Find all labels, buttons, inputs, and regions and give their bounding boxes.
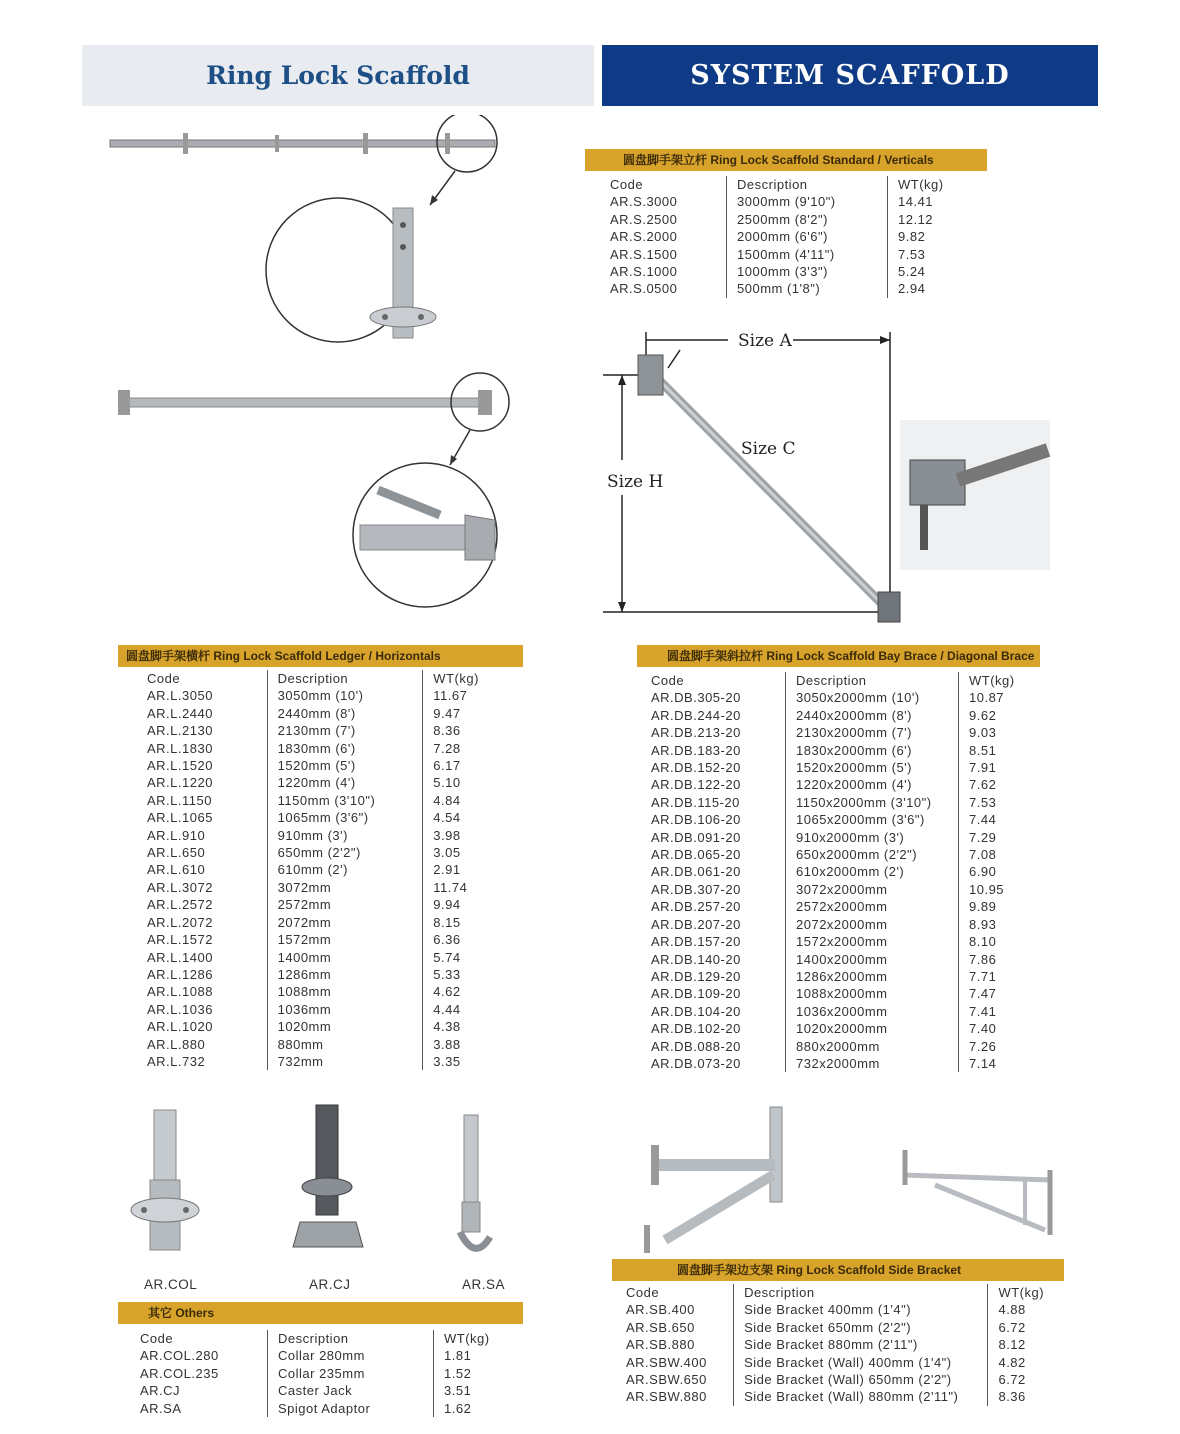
table-row (147, 983, 523, 1000)
weight-cell: 10.95 (959, 881, 1040, 898)
table-row (651, 863, 1039, 880)
weight-cell: 8.51 (959, 742, 1040, 759)
table-row (651, 916, 1039, 933)
table-row (140, 1382, 519, 1399)
code-cell: AR.L.1572 (147, 932, 213, 948)
brackets-table (612, 1259, 1064, 1406)
weight-cell: 7.14 (959, 1055, 1040, 1072)
code-cell: AR.SA (140, 1400, 182, 1416)
table-row (147, 931, 523, 948)
code-cell: AR.DB.088-20 (651, 1038, 741, 1054)
description-cell: 880x2000mm (786, 1038, 959, 1055)
table-row (651, 1055, 1039, 1072)
table-row (651, 985, 1039, 1002)
code-cell: AR.DB.129-20 (651, 968, 741, 984)
table-row (651, 811, 1039, 828)
weight-cell: 6.72 (988, 1371, 1064, 1388)
description-cell: 732x2000mm (786, 1055, 959, 1072)
table-row (147, 809, 523, 826)
table-row (651, 951, 1039, 968)
weight-cell: 7.62 (959, 776, 1040, 793)
code-cell: AR.L.732 (147, 1053, 206, 1069)
description-header: Description (734, 1284, 988, 1301)
code-cell: AR.DB.065-20 (651, 847, 741, 863)
description-cell: 610mm (2') (267, 861, 423, 878)
table-row (147, 966, 523, 983)
table-row (626, 1301, 1064, 1318)
code-header: Code (651, 673, 685, 688)
description-cell: 2440mm (8') (267, 705, 423, 722)
weight-cell: 8.10 (959, 933, 1040, 950)
table-row (147, 1018, 523, 1035)
description-cell: 2130mm (7') (267, 722, 423, 739)
code-cell: AR.SBW.880 (626, 1389, 707, 1405)
code-cell: AR.L.2072 (147, 914, 213, 930)
description-cell: 3072mm (267, 879, 423, 896)
description-cell: 1830x2000mm (6') (786, 742, 959, 759)
weight-cell: 6.17 (423, 757, 523, 774)
code-cell: AR.L.650 (147, 845, 206, 861)
description-cell: 1036x2000mm (786, 1003, 959, 1020)
spigot-adaptor-label: AR.SA (462, 1277, 506, 1292)
code-cell: AR.L.2440 (147, 705, 213, 721)
weight-cell: 7.91 (959, 759, 1040, 776)
table-row (651, 933, 1039, 950)
table-row (610, 228, 978, 245)
description-cell: 1088mm (267, 983, 423, 1000)
code-cell: AR.L.1400 (147, 949, 213, 965)
weight-cell: 9.82 (888, 228, 979, 245)
weight-header: WT(kg) (434, 1330, 520, 1347)
code-cell: AR.L.910 (147, 827, 206, 843)
table-row (140, 1365, 519, 1382)
table-row (147, 949, 523, 966)
weight-cell: 2.91 (423, 861, 523, 878)
weight-cell: 3.35 (423, 1053, 523, 1070)
description-cell: 1150x2000mm (3'10") (786, 794, 959, 811)
description-cell: 910mm (3') (267, 827, 423, 844)
description-cell: 1065x2000mm (3'6") (786, 811, 959, 828)
spigot-adaptor-illustration (450, 1112, 500, 1262)
table-header-row (610, 176, 978, 193)
table-row (651, 759, 1039, 776)
description-cell: 1572x2000mm (786, 933, 959, 950)
weight-cell: 5.10 (423, 774, 523, 791)
table-row (147, 687, 523, 704)
code-cell: AR.DB.115-20 (651, 794, 740, 810)
weight-cell: 1.81 (434, 1347, 520, 1364)
table-header-row (651, 672, 1039, 689)
code-cell: AR.DB.152-20 (651, 760, 741, 776)
description-cell: 1400mm (267, 949, 423, 966)
description-cell: 2572x2000mm (786, 898, 959, 915)
code-cell: AR.DB.183-20 (651, 742, 741, 758)
code-cell: AR.SB.650 (626, 1319, 695, 1335)
code-cell: AR.DB.140-20 (651, 951, 741, 967)
table-row (651, 968, 1039, 985)
description-cell: 1520x2000mm (5') (786, 759, 959, 776)
description-cell: 1088x2000mm (786, 985, 959, 1002)
weight-cell: 9.47 (423, 705, 523, 722)
weight-cell: 6.36 (423, 931, 523, 948)
table-row (610, 246, 978, 263)
weight-cell: 9.94 (423, 896, 523, 913)
description-cell: 650mm (2'2") (267, 844, 423, 861)
table-row (651, 1003, 1039, 1020)
code-header: Code (147, 671, 181, 686)
table-row (147, 1001, 523, 1018)
weight-header: WT(kg) (888, 176, 979, 193)
size-c-label: Size C (741, 439, 796, 459)
code-cell: AR.DB.102-20 (651, 1021, 741, 1037)
code-cell: AR.DB.073-20 (651, 1055, 741, 1071)
weight-cell: 7.47 (959, 985, 1040, 1002)
collar-label: AR.COL (144, 1277, 198, 1292)
others-table (118, 1302, 523, 1417)
table-row (147, 1053, 523, 1070)
weight-cell: 7.53 (959, 794, 1040, 811)
code-cell: AR.DB.307-20 (651, 881, 741, 897)
caster-jack-illustration (288, 1102, 368, 1252)
description-cell: 2072mm (267, 914, 423, 931)
weight-cell: 8.15 (423, 914, 523, 931)
system-scaffold-header (602, 45, 1098, 106)
table-row (147, 879, 523, 896)
description-cell: 1500mm (4'11") (727, 246, 888, 263)
code-cell: AR.S.3000 (610, 194, 678, 210)
weight-cell: 2.94 (888, 280, 979, 297)
side-bracket-wall-illustration (895, 1145, 1060, 1240)
table-row (626, 1354, 1064, 1371)
code-cell: AR.SBW.650 (626, 1372, 707, 1388)
table-row (147, 722, 523, 739)
weight-cell: 7.44 (959, 811, 1040, 828)
description-cell: 2500mm (8'2") (727, 211, 888, 228)
code-cell: AR.L.2572 (147, 897, 213, 913)
description-header: Description (267, 670, 423, 687)
code-cell: AR.DB.257-20 (651, 899, 741, 915)
description-cell: 1286mm (267, 966, 423, 983)
ledger-horizontal-illustration (110, 365, 515, 615)
description-cell: 2000mm (6'6") (727, 228, 888, 245)
code-header: Code (610, 177, 644, 192)
code-cell: AR.DB.157-20 (651, 934, 741, 950)
code-cell: AR.S.0500 (610, 281, 678, 297)
table-row (147, 705, 523, 722)
weight-cell: 12.12 (888, 211, 979, 228)
brackets-title: 圆盘脚手架边支架 Ring Lock Scaffold Side Bracket (612, 1259, 1064, 1281)
description-cell: 1036mm (267, 1001, 423, 1018)
table-row (147, 1036, 523, 1053)
weight-cell: 3.51 (434, 1382, 520, 1399)
braces-table (637, 645, 1040, 1072)
weight-cell: 11.74 (423, 879, 523, 896)
code-cell: AR.DB.091-20 (651, 829, 741, 845)
weight-cell: 7.28 (423, 740, 523, 757)
size-h-label: Size H (607, 472, 664, 492)
description-cell: 1830mm (6') (267, 740, 423, 757)
description-cell: Side Bracket 400mm (1'4") (734, 1301, 988, 1318)
code-cell: AR.L.1036 (147, 1001, 213, 1017)
weight-cell: 1.62 (434, 1400, 520, 1417)
code-cell: AR.L.1065 (147, 810, 213, 826)
weight-cell: 4.62 (423, 983, 523, 1000)
standard-vertical-illustration (105, 115, 505, 350)
weight-cell: 4.84 (423, 792, 523, 809)
description-cell: 1286x2000mm (786, 968, 959, 985)
code-cell: AR.DB.061-20 (651, 864, 741, 880)
code-cell: AR.DB.109-20 (651, 986, 741, 1002)
table-row (651, 776, 1039, 793)
table-row (610, 211, 978, 228)
weight-cell: 8.93 (959, 916, 1040, 933)
code-cell: AR.L.880 (147, 1036, 206, 1052)
weight-cell: 5.33 (423, 966, 523, 983)
weight-cell: 5.74 (423, 949, 523, 966)
ring-lock-title: Ring Lock Scaffold (206, 61, 470, 90)
weight-cell: 6.90 (959, 863, 1040, 880)
weight-cell: 8.12 (988, 1336, 1064, 1353)
table-row (651, 829, 1039, 846)
system-scaffold-title: SYSTEM SCAFFOLD (690, 60, 1010, 91)
table-row (626, 1336, 1064, 1353)
diagonal-brace-diagram (598, 320, 1060, 630)
description-header: Description (727, 176, 888, 193)
size-a-label: Size A (738, 331, 792, 351)
code-cell: AR.S.2500 (610, 211, 678, 227)
table-row (147, 844, 523, 861)
description-cell: 3050x2000mm (10') (786, 689, 959, 706)
description-header: Description (786, 672, 959, 689)
table-row (147, 914, 523, 931)
code-cell: AR.S.1000 (610, 264, 678, 280)
code-cell: AR.SBW.400 (626, 1354, 707, 1370)
description-cell: 1220mm (4') (267, 774, 423, 791)
code-cell: AR.COL.280 (140, 1348, 219, 1364)
table-row (147, 827, 523, 844)
table-row (147, 792, 523, 809)
table-row (626, 1388, 1064, 1405)
weight-cell: 4.54 (423, 809, 523, 826)
weight-cell: 7.53 (888, 246, 979, 263)
side-bracket-illustration (635, 1105, 795, 1255)
weight-cell: 3.88 (423, 1036, 523, 1053)
weight-cell: 7.08 (959, 846, 1040, 863)
table-row (651, 742, 1039, 759)
code-cell: AR.S.1500 (610, 246, 678, 262)
description-cell: 1520mm (5') (267, 757, 423, 774)
code-cell: AR.L.2130 (147, 723, 213, 739)
description-cell: 2440x2000mm (8') (786, 707, 959, 724)
code-cell: AR.L.1088 (147, 984, 213, 1000)
code-cell: AR.L.1020 (147, 1019, 213, 1035)
code-cell: AR.L.3050 (147, 688, 213, 704)
table-row (651, 707, 1039, 724)
description-cell: Side Bracket (Wall) 880mm (2'11") (734, 1388, 988, 1405)
weight-cell: 6.72 (988, 1319, 1064, 1336)
table-row (651, 881, 1039, 898)
code-cell: AR.S.2000 (610, 229, 678, 245)
table-row (610, 280, 978, 297)
code-cell: AR.DB.104-20 (651, 1003, 741, 1019)
weight-cell: 9.62 (959, 707, 1040, 724)
description-cell: 2572mm (267, 896, 423, 913)
weight-cell: 7.29 (959, 829, 1040, 846)
code-cell: AR.DB.244-20 (651, 707, 741, 723)
weight-cell: 8.36 (988, 1388, 1064, 1405)
table-row (147, 861, 523, 878)
code-cell: AR.DB.213-20 (651, 725, 741, 741)
table-row (147, 896, 523, 913)
table-row (651, 1038, 1039, 1055)
weight-cell: 11.67 (423, 687, 523, 704)
table-header-row (147, 670, 523, 687)
description-cell: 3050mm (10') (267, 687, 423, 704)
description-cell: 2072x2000mm (786, 916, 959, 933)
weight-cell: 3.05 (423, 844, 523, 861)
description-cell: 1400x2000mm (786, 951, 959, 968)
code-cell: AR.L.1830 (147, 740, 213, 756)
table-row (651, 1020, 1039, 1037)
description-cell: Side Bracket (Wall) 650mm (2'2") (734, 1371, 988, 1388)
standards-table (585, 149, 987, 298)
description-cell: Caster Jack (268, 1382, 434, 1399)
code-cell: AR.L.610 (147, 862, 206, 878)
description-cell: 732mm (267, 1053, 423, 1070)
weight-cell: 7.26 (959, 1038, 1040, 1055)
weight-cell: 4.88 (988, 1301, 1064, 1318)
weight-header: WT(kg) (959, 672, 1040, 689)
table-row (651, 846, 1039, 863)
description-cell: 1572mm (267, 931, 423, 948)
table-row (147, 740, 523, 757)
table-row (626, 1371, 1064, 1388)
code-header: Code (626, 1285, 660, 1300)
braces-title: 圆盘脚手架斜拉杆 Ring Lock Scaffold Bay Brace / Diagonal Brace (637, 645, 1040, 667)
weight-cell: 7.40 (959, 1020, 1040, 1037)
table-row (651, 689, 1039, 706)
description-cell: 880mm (267, 1036, 423, 1053)
others-title: 其它 Others (118, 1302, 523, 1324)
weight-cell: 7.86 (959, 951, 1040, 968)
weight-cell: 4.38 (423, 1018, 523, 1035)
description-cell: 2130x2000mm (7') (786, 724, 959, 741)
code-header: Code (140, 1331, 174, 1346)
description-cell: 1150mm (3'10") (267, 792, 423, 809)
ring-lock-header (82, 45, 594, 106)
code-cell: AR.L.1286 (147, 966, 213, 982)
weight-cell: 10.87 (959, 689, 1040, 706)
standards-title: 圆盘脚手架立杆 Ring Lock Scaffold Standard / Verticals (585, 149, 987, 171)
description-cell: 3072x2000mm (786, 881, 959, 898)
table-row (626, 1319, 1064, 1336)
weight-cell: 14.41 (888, 193, 979, 210)
code-cell: AR.L.3072 (147, 879, 213, 895)
table-row (651, 794, 1039, 811)
table-row (140, 1400, 519, 1417)
code-cell: AR.COL.235 (140, 1365, 219, 1381)
table-row (610, 263, 978, 280)
table-row (651, 724, 1039, 741)
description-cell: 910x2000mm (3') (786, 829, 959, 846)
code-cell: AR.DB.122-20 (651, 777, 741, 793)
ledgers-table (118, 645, 523, 1070)
weight-cell: 1.52 (434, 1365, 520, 1382)
ledgers-title: 圆盘脚手架横杆 Ring Lock Scaffold Ledger / Horizontals (118, 645, 523, 667)
code-cell: AR.DB.106-20 (651, 812, 741, 828)
description-cell: Collar 235mm (268, 1365, 434, 1382)
description-cell: 1000mm (3'3") (727, 263, 888, 280)
code-cell: AR.SB.880 (626, 1337, 695, 1353)
code-cell: AR.L.1220 (147, 775, 213, 791)
description-cell: Collar 280mm (268, 1347, 434, 1364)
description-cell: 610x2000mm (2') (786, 863, 959, 880)
description-cell: Spigot Adaptor (268, 1400, 434, 1417)
description-cell: 650x2000mm (2'2") (786, 846, 959, 863)
collar-illustration (130, 1105, 200, 1255)
description-cell: Side Bracket 880mm (2'11") (734, 1336, 988, 1353)
description-header: Description (268, 1330, 434, 1347)
code-cell: AR.DB.305-20 (651, 690, 741, 706)
code-cell: AR.L.1520 (147, 758, 213, 774)
description-cell: 1020x2000mm (786, 1020, 959, 1037)
description-cell: 500mm (1'8") (727, 280, 888, 297)
code-cell: AR.SB.400 (626, 1302, 695, 1318)
description-cell: 1020mm (267, 1018, 423, 1035)
code-cell: AR.DB.207-20 (651, 916, 741, 932)
weight-cell: 4.82 (988, 1354, 1064, 1371)
weight-cell: 7.41 (959, 1003, 1040, 1020)
table-row (140, 1347, 519, 1364)
weight-header: WT(kg) (988, 1284, 1064, 1301)
weight-header: WT(kg) (423, 670, 523, 687)
weight-cell: 7.71 (959, 968, 1040, 985)
table-row (147, 774, 523, 791)
weight-cell: 9.03 (959, 724, 1040, 741)
description-cell: Side Bracket (Wall) 400mm (1'4") (734, 1354, 988, 1371)
code-cell: AR.L.1150 (147, 792, 212, 808)
table-row (610, 193, 978, 210)
description-cell: 1065mm (3'6") (267, 809, 423, 826)
code-cell: AR.CJ (140, 1383, 181, 1399)
weight-cell: 9.89 (959, 898, 1040, 915)
weight-cell: 5.24 (888, 263, 979, 280)
description-cell: Side Bracket 650mm (2'2") (734, 1319, 988, 1336)
caster-jack-label: AR.CJ (309, 1277, 351, 1292)
description-cell: 3000mm (9'10") (727, 193, 888, 210)
weight-cell: 8.36 (423, 722, 523, 739)
weight-cell: 4.44 (423, 1001, 523, 1018)
table-header-row (140, 1330, 519, 1347)
table-row (651, 898, 1039, 915)
table-header-row (626, 1284, 1064, 1301)
table-row (147, 757, 523, 774)
description-cell: 1220x2000mm (4') (786, 776, 959, 793)
weight-cell: 3.98 (423, 827, 523, 844)
